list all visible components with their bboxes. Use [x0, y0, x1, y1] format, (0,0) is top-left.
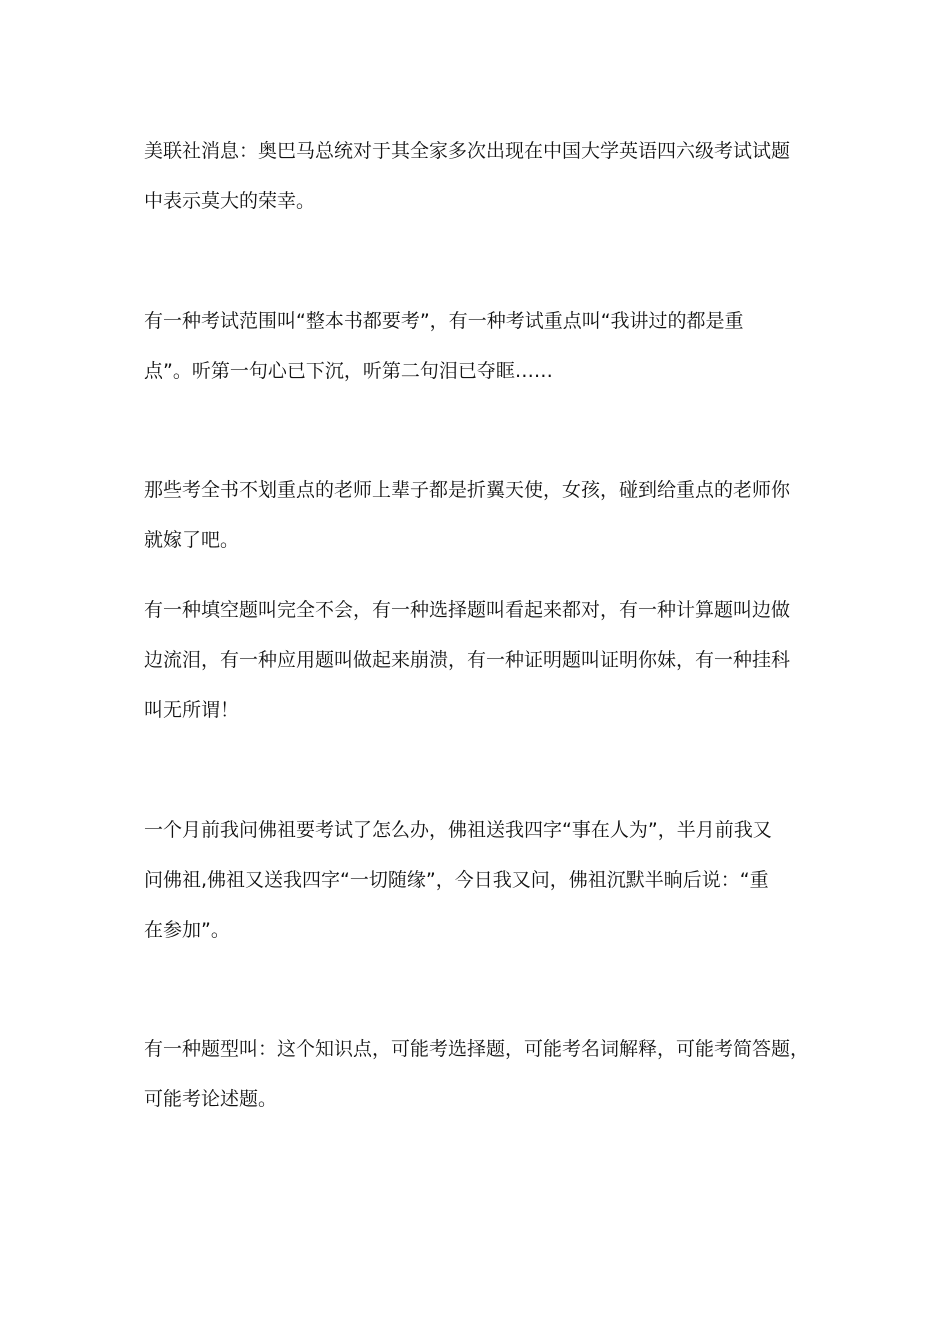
paragraph-question-types: [144, 585, 809, 735]
text-line: 有一种题型叫：这个知识点，可能考选择题，可能考名词解释，可能考简答题，: [144, 1038, 810, 1060]
text-line: 那些考全书不划重点的老师上辈子都是折翼天使，女孩，碰到给重点的老师你: [144, 479, 791, 501]
text-line: 一个月前我问佛祖要考试了怎么办，佛祖送我四字“事在人为”，半月前我又: [144, 819, 772, 841]
text-line: 在参加”。: [144, 919, 230, 941]
text-line: 美联社消息：奥巴马总统对于其全家多次出现在中国大学英语四六级考试试题: [144, 140, 791, 162]
text-line: 有一种填空题叫完全不会，有一种选择题叫看起来都对，有一种计算题叫边做: [144, 599, 791, 621]
paragraph-teachers: [144, 465, 809, 565]
paragraph-buddha: [144, 805, 809, 955]
paragraph-exam-scope: [144, 296, 809, 396]
text-line: 点”。听第一句心已下沉，听第二句泪已夺眶……: [144, 360, 553, 382]
paragraph-knowledge-point: [144, 1024, 809, 1124]
text-line: 就嫁了吧。: [144, 529, 240, 551]
paragraph-obama-news: [144, 126, 809, 226]
text-line: 叫无所谓！: [144, 699, 240, 721]
text-line: 有一种考试范围叫“整本书都要考”，有一种考试重点叫“我讲过的都是重: [144, 310, 744, 332]
text-line: 中表示莫大的荣幸。: [144, 190, 316, 212]
text-line: 可能考论述题。: [144, 1088, 278, 1110]
text-line: 边流泪，有一种应用题叫做起来崩溃，有一种证明题叫证明你妹，有一种挂科: [144, 649, 791, 671]
text-line: 问佛祖,佛祖又送我四字“一切随缘”，今日我又问，佛祖沉默半晌后说：“重: [144, 869, 769, 891]
